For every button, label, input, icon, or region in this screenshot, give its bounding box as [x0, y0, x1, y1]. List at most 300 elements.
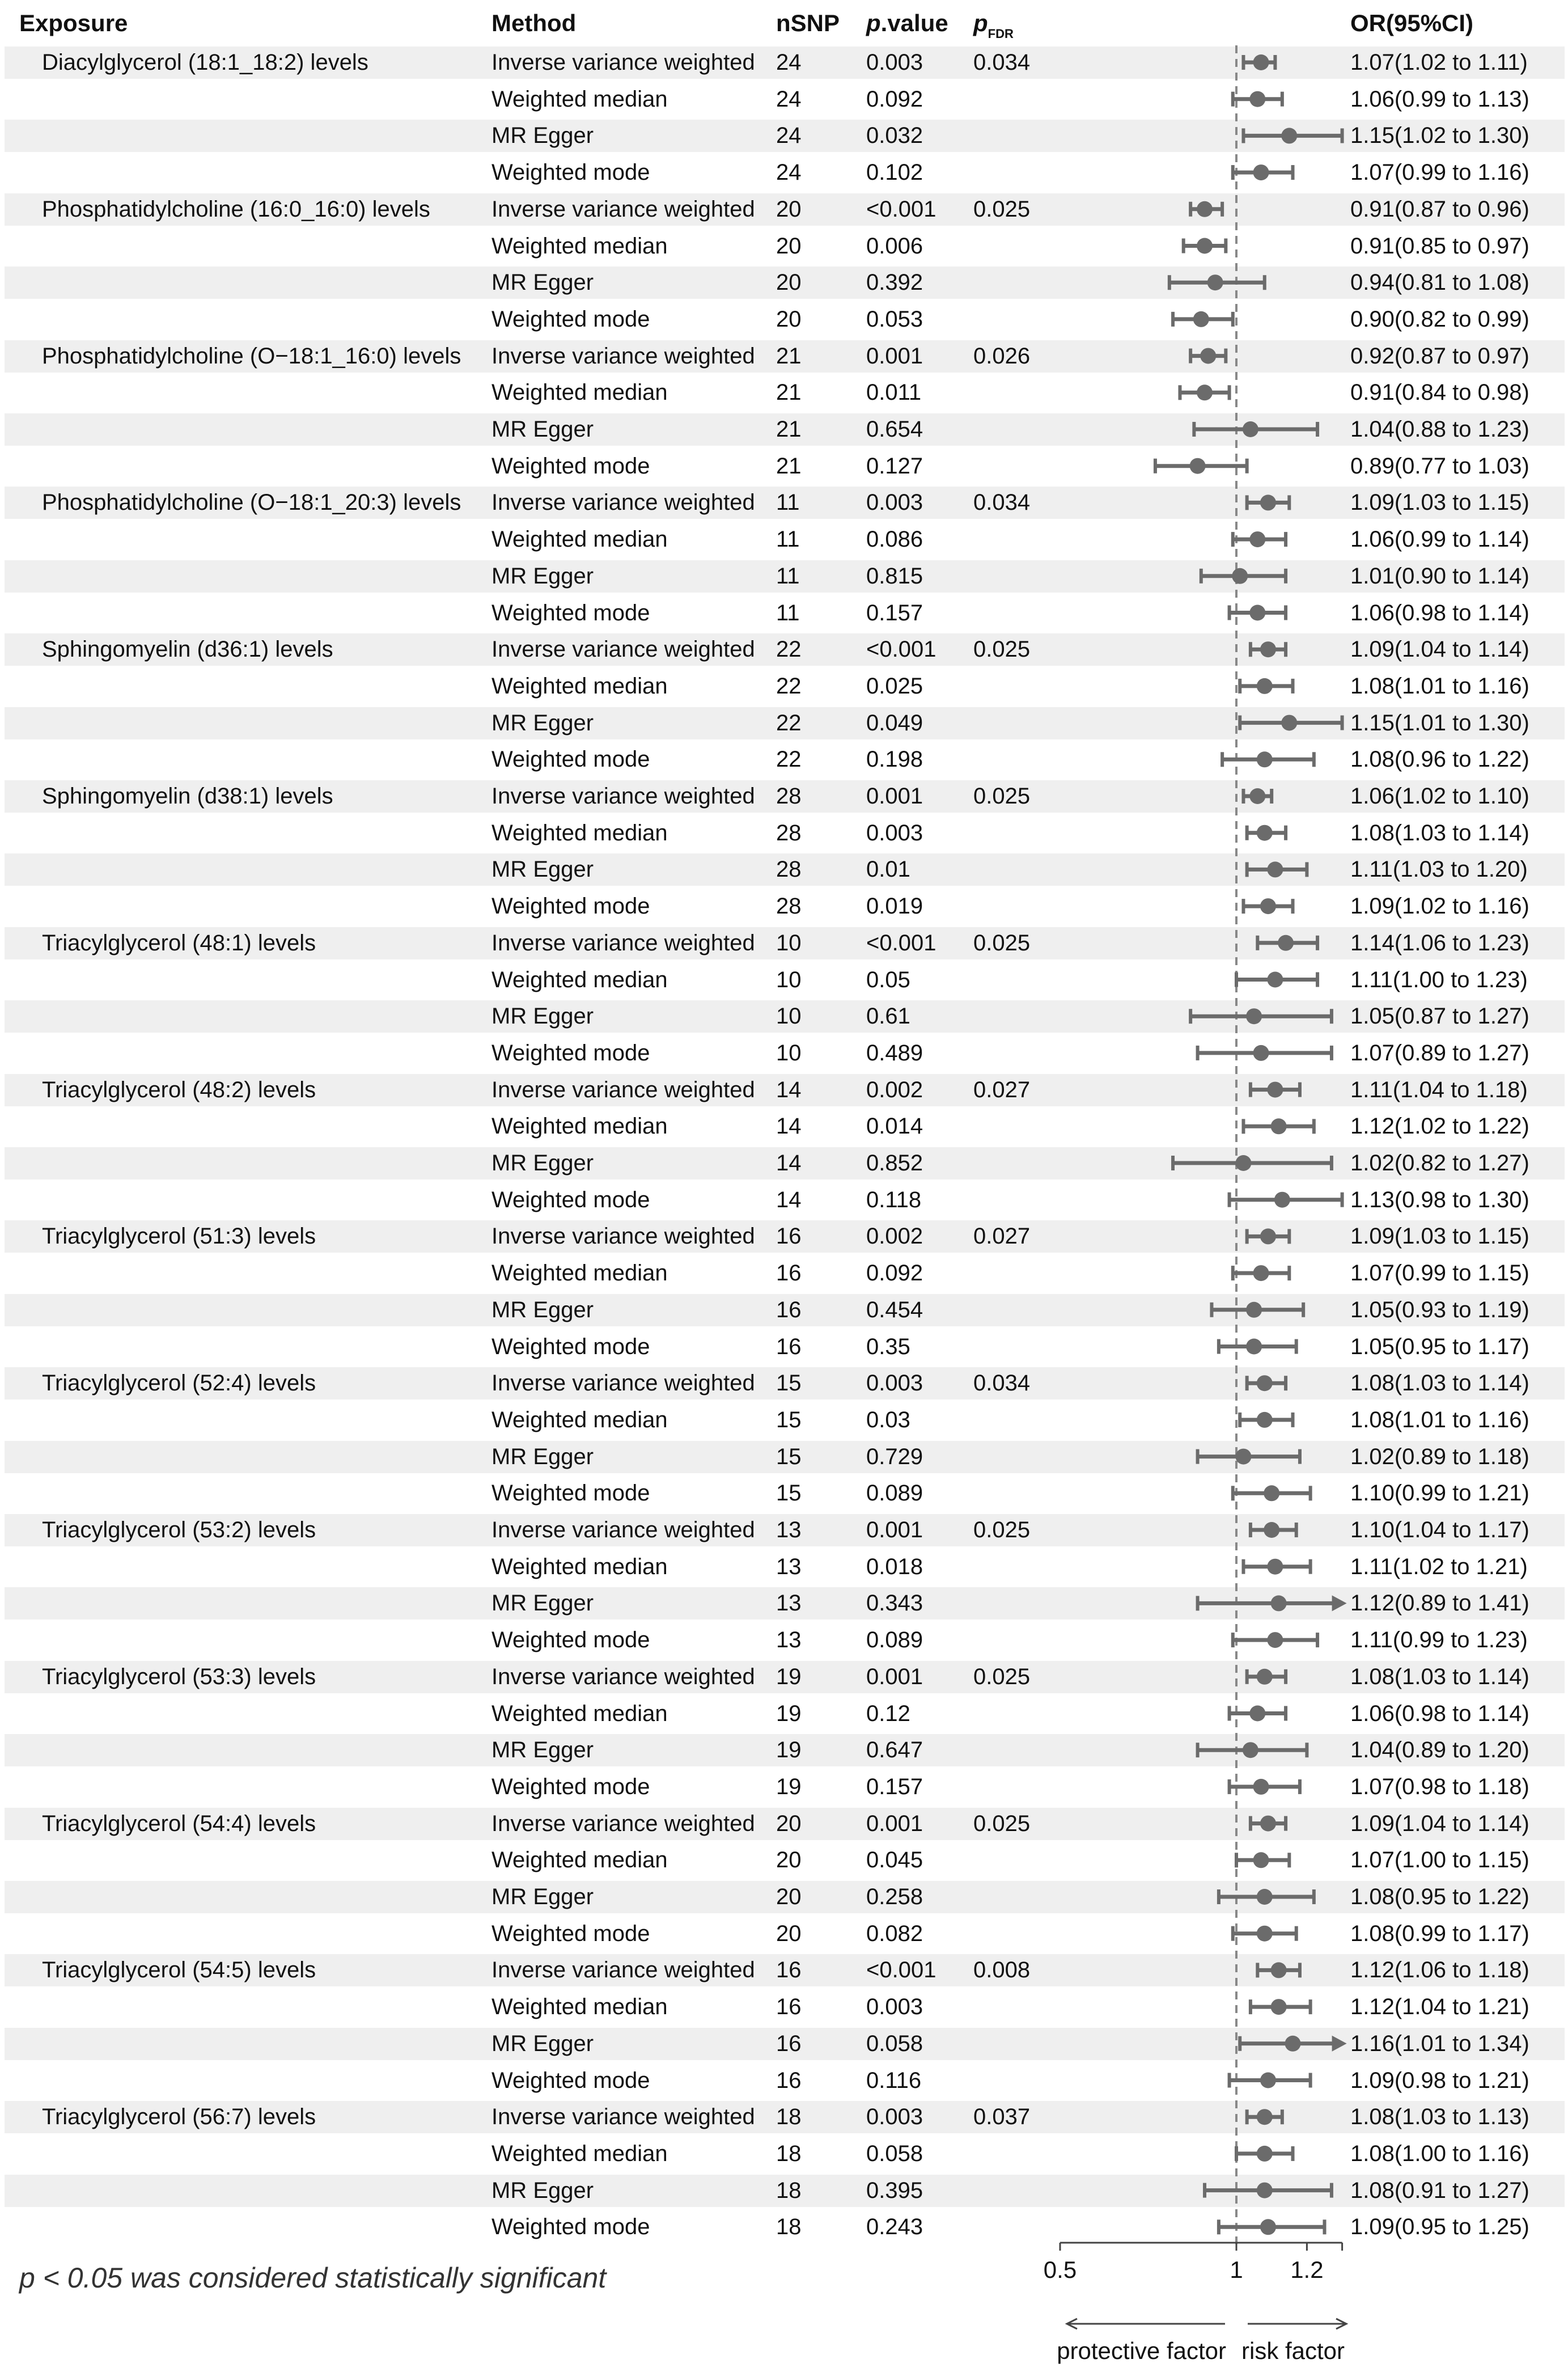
or-point [1193, 311, 1209, 327]
or-ci-label: 1.08(1.03 to 1.14) [1350, 1664, 1529, 1689]
nsnp-value: 16 [776, 1297, 802, 1322]
p-value: 0.032 [866, 123, 923, 149]
nsnp-value: 21 [776, 343, 802, 369]
or-ci-label: 0.89(0.77 to 1.03) [1350, 453, 1529, 479]
header-or: OR(95%CI) [1350, 10, 1474, 36]
or-ci-label: 1.09(1.02 to 1.16) [1350, 894, 1529, 919]
p-value: 0.198 [866, 747, 923, 772]
or-point [1246, 1008, 1262, 1024]
nsnp-value: 10 [776, 1004, 802, 1029]
method-label: Weighted mode [491, 2214, 650, 2240]
p-value: 0.729 [866, 1444, 923, 1469]
p-value: 0.343 [866, 1591, 923, 1616]
p-value: 0.001 [866, 1811, 923, 1836]
nsnp-value: 14 [776, 1114, 802, 1139]
or-ci-label: 1.01(0.90 to 1.14) [1350, 563, 1529, 589]
or-point [1257, 751, 1273, 767]
header-nsnp: nSNP [776, 10, 840, 36]
nsnp-value: 14 [776, 1151, 802, 1176]
nsnp-value: 22 [776, 710, 802, 735]
p-value: 0.003 [866, 50, 923, 75]
or-ci-label: 1.07(0.98 to 1.18) [1350, 1774, 1529, 1799]
nsnp-value: 24 [776, 123, 802, 149]
or-point [1260, 2073, 1276, 2088]
or-point [1271, 1999, 1287, 2015]
or-point [1267, 861, 1283, 877]
method-label: Inverse variance weighted [491, 1811, 755, 1836]
nsnp-value: 18 [776, 2104, 802, 2130]
pfdr-value: 0.025 [973, 196, 1031, 222]
or-point [1271, 1118, 1287, 1134]
p-value: 0.053 [866, 306, 923, 332]
nsnp-value: 21 [776, 417, 802, 442]
method-label: Weighted median [491, 1701, 668, 1726]
or-ci-label: 1.08(1.03 to 1.14) [1350, 820, 1529, 845]
or-point [1257, 1669, 1273, 1685]
nsnp-value: 24 [776, 50, 802, 75]
method-label: Inverse variance weighted [491, 196, 755, 222]
or-ci-label: 1.09(0.98 to 1.21) [1350, 2067, 1529, 2093]
or-point [1253, 1852, 1269, 1868]
or-ci-label: 1.07(0.99 to 1.16) [1350, 160, 1529, 185]
method-label: Inverse variance weighted [491, 784, 755, 809]
p-value: 0.35 [866, 1334, 910, 1359]
pfdr-value: 0.008 [973, 1957, 1031, 1983]
significance-note: p < 0.05 was considered statistically significant [19, 2262, 607, 2294]
or-point [1197, 201, 1213, 217]
pfdr-value: 0.026 [973, 343, 1031, 369]
pfdr-value: 0.025 [973, 1811, 1031, 1836]
nsnp-value: 21 [776, 453, 802, 479]
method-label: Weighted median [491, 1994, 668, 2020]
nsnp-value: 21 [776, 380, 802, 405]
or-ci-label: 1.13(0.98 to 1.30) [1350, 1187, 1529, 1212]
or-ci-label: 1.07(1.02 to 1.11) [1350, 50, 1528, 75]
pfdr-value: 0.027 [973, 1077, 1031, 1102]
or-point [1260, 2219, 1276, 2235]
or-ci-label: 1.05(0.87 to 1.27) [1350, 1004, 1529, 1029]
exposure-label: Triacylglycerol (48:2) levels [42, 1077, 316, 1102]
or-point [1232, 568, 1248, 584]
or-point [1243, 421, 1258, 437]
header-pvalue-rest: .value [880, 10, 948, 36]
nsnp-value: 22 [776, 747, 802, 772]
nsnp-value: 19 [776, 1701, 802, 1726]
p-value: <0.001 [866, 930, 936, 955]
method-label: Weighted mode [491, 1627, 650, 1653]
p-value: 0.102 [866, 160, 923, 185]
exposure-label: Phosphatidylcholine (O−18:1_20:3) levels [42, 490, 461, 515]
exposure-label: Sphingomyelin (d36:1) levels [42, 637, 333, 662]
nsnp-value: 18 [776, 2214, 802, 2240]
nsnp-value: 16 [776, 1224, 802, 1249]
or-point [1197, 384, 1213, 400]
or-point [1260, 641, 1276, 657]
nsnp-value: 13 [776, 1591, 802, 1616]
nsnp-value: 20 [776, 233, 802, 259]
nsnp-value: 15 [776, 1481, 802, 1506]
method-label: MR Egger [491, 123, 594, 149]
nsnp-value: 16 [776, 1994, 802, 2020]
or-point [1264, 1485, 1279, 1501]
method-label: Inverse variance weighted [491, 1077, 755, 1102]
p-value: 0.654 [866, 417, 923, 442]
or-point [1253, 1265, 1269, 1281]
exposure-label: Triacylglycerol (52:4) levels [42, 1371, 316, 1396]
p-value: 0.058 [866, 2031, 923, 2056]
or-point [1281, 128, 1297, 143]
nsnp-value: 10 [776, 967, 802, 992]
or-ci-label: 1.11(1.02 to 1.21) [1350, 1554, 1528, 1579]
method-label: Inverse variance weighted [491, 930, 755, 955]
p-value: 0.003 [866, 490, 923, 515]
or-point [1264, 1522, 1279, 1538]
or-ci-label: 1.10(0.99 to 1.21) [1350, 1481, 1529, 1506]
or-point [1257, 825, 1273, 841]
nsnp-value: 19 [776, 1774, 802, 1799]
nsnp-value: 20 [776, 1884, 802, 1909]
or-ci-label: 1.08(1.00 to 1.16) [1350, 2141, 1529, 2166]
method-label: MR Egger [491, 417, 594, 442]
or-point [1253, 1779, 1269, 1795]
or-point [1257, 2183, 1273, 2198]
method-label: Weighted median [491, 1554, 668, 1579]
pfdr-value: 0.037 [973, 2104, 1031, 2130]
p-value: 0.003 [866, 820, 923, 845]
p-value: 0.157 [866, 600, 923, 625]
method-label: Weighted mode [491, 1040, 650, 1066]
method-label: MR Egger [491, 2177, 594, 2203]
method-label: MR Egger [491, 710, 594, 735]
or-point [1267, 1559, 1283, 1575]
nsnp-value: 16 [776, 1957, 802, 1983]
nsnp-value: 13 [776, 1627, 802, 1653]
p-value: 0.243 [866, 2214, 923, 2240]
method-label: MR Egger [491, 1151, 594, 1176]
p-value: 0.489 [866, 1040, 923, 1066]
method-label: MR Egger [491, 270, 594, 295]
or-ci-label: 1.05(0.93 to 1.19) [1350, 1297, 1529, 1322]
or-point [1267, 1632, 1283, 1648]
p-value: 0.647 [866, 1737, 923, 1763]
method-label: MR Egger [491, 563, 594, 589]
or-ci-label: 1.08(1.01 to 1.16) [1350, 673, 1529, 699]
p-value: 0.05 [866, 967, 910, 992]
or-point [1271, 1595, 1287, 1611]
or-point [1253, 164, 1269, 180]
method-label: Weighted mode [491, 1334, 650, 1359]
exposure-label: Triacylglycerol (54:4) levels [42, 1811, 316, 1836]
or-point [1249, 788, 1265, 804]
method-label: Inverse variance weighted [491, 1224, 755, 1249]
p-value: 0.127 [866, 453, 923, 479]
p-value: 0.61 [866, 1004, 910, 1029]
or-ci-label: 1.11(1.04 to 1.18) [1350, 1077, 1528, 1102]
or-point [1249, 531, 1265, 547]
p-value: 0.116 [866, 2067, 922, 2093]
exposure-label: Triacylglycerol (51:3) levels [42, 1224, 316, 1249]
or-ci-label: 1.09(1.03 to 1.15) [1350, 1224, 1529, 1249]
p-value: 0.392 [866, 270, 923, 295]
or-ci-label: 1.06(0.99 to 1.14) [1350, 527, 1529, 552]
method-label: Weighted median [491, 380, 668, 405]
p-value: 0.001 [866, 343, 923, 369]
or-point [1257, 678, 1273, 694]
or-point [1260, 898, 1276, 914]
or-point [1278, 935, 1294, 951]
method-label: Weighted median [491, 527, 668, 552]
pfdr-value: 0.027 [973, 1224, 1031, 1249]
or-point [1274, 1192, 1290, 1208]
or-ci-label: 0.94(0.81 to 1.08) [1350, 270, 1529, 295]
or-ci-label: 1.12(0.89 to 1.41) [1350, 1591, 1529, 1616]
or-ci-label: 0.91(0.84 to 0.98) [1350, 380, 1529, 405]
nsnp-value: 11 [776, 600, 800, 625]
method-label: MR Egger [491, 1737, 594, 1763]
method-label: Inverse variance weighted [491, 50, 755, 75]
p-value: 0.12 [866, 1701, 910, 1726]
or-point [1207, 274, 1223, 290]
or-ci-label: 1.08(0.96 to 1.22) [1350, 747, 1529, 772]
or-ci-label: 1.02(0.89 to 1.18) [1350, 1444, 1529, 1469]
or-ci-label: 1.06(0.98 to 1.14) [1350, 600, 1529, 625]
pfdr-value: 0.034 [973, 490, 1031, 515]
or-ci-label: 1.09(1.03 to 1.15) [1350, 490, 1529, 515]
pfdr-value: 0.025 [973, 784, 1031, 809]
or-ci-label: 1.04(0.89 to 1.20) [1350, 1737, 1529, 1763]
nsnp-value: 20 [776, 270, 802, 295]
header-exposure: Exposure [19, 10, 128, 36]
or-ci-label: 1.06(1.02 to 1.10) [1350, 784, 1529, 809]
method-label: Weighted median [491, 1847, 668, 1873]
p-value: 0.002 [866, 1077, 923, 1102]
p-value: 0.019 [866, 894, 923, 919]
or-point [1281, 715, 1297, 731]
exposure-label: Diacylglycerol (18:1_18:2) levels [42, 50, 368, 75]
pfdr-value: 0.025 [973, 930, 1031, 955]
nsnp-value: 28 [776, 784, 802, 809]
nsnp-value: 19 [776, 1664, 802, 1689]
pfdr-value: 0.025 [973, 1517, 1031, 1542]
or-point [1235, 1155, 1251, 1171]
or-point [1249, 605, 1265, 621]
or-point [1246, 1339, 1262, 1355]
method-label: Weighted median [491, 673, 668, 699]
method-label: Weighted median [491, 2141, 668, 2166]
exposure-label: Triacylglycerol (54:5) levels [42, 1957, 316, 1983]
pfdr-value: 0.034 [973, 50, 1031, 75]
exposure-label: Triacylglycerol (53:2) levels [42, 1517, 316, 1542]
or-point [1235, 1449, 1251, 1465]
p-value: <0.001 [866, 637, 936, 662]
method-label: Weighted mode [491, 160, 650, 185]
or-point [1253, 1045, 1269, 1061]
p-value: <0.001 [866, 196, 936, 222]
method-label: Weighted mode [491, 1481, 650, 1506]
or-ci-label: 1.14(1.06 to 1.23) [1350, 930, 1529, 955]
nsnp-value: 18 [776, 2177, 802, 2203]
p-value: 0.014 [866, 1114, 923, 1139]
or-point [1246, 1302, 1262, 1318]
p-value: 0.118 [866, 1187, 922, 1212]
method-label: MR Egger [491, 1297, 594, 1322]
method-label: Weighted median [491, 233, 668, 259]
or-ci-label: 1.12(1.04 to 1.21) [1350, 1994, 1529, 2020]
header-pfdr-sub: FDR [988, 27, 1014, 41]
nsnp-value: 15 [776, 1407, 802, 1432]
p-value: 0.025 [866, 673, 923, 699]
or-ci-label: 1.09(1.04 to 1.14) [1350, 1811, 1529, 1836]
or-point [1253, 54, 1269, 70]
p-value: 0.092 [866, 1261, 923, 1286]
nsnp-value: 20 [776, 196, 802, 222]
p-value: 0.454 [866, 1297, 923, 1322]
or-ci-label: 1.15(1.01 to 1.30) [1350, 710, 1529, 735]
or-point [1257, 1889, 1273, 1905]
method-label: Inverse variance weighted [491, 343, 755, 369]
or-point [1249, 91, 1265, 107]
exposure-label: Triacylglycerol (48:1) levels [42, 930, 316, 955]
p-value: 0.002 [866, 1224, 923, 1249]
or-ci-label: 1.12(1.02 to 1.22) [1350, 1114, 1529, 1139]
or-ci-label: 1.09(1.04 to 1.14) [1350, 637, 1529, 662]
or-point [1267, 972, 1283, 988]
or-point [1257, 2109, 1273, 2125]
nsnp-value: 16 [776, 1334, 802, 1359]
p-value: 0.003 [866, 1371, 923, 1396]
p-value: 0.045 [866, 1847, 923, 1873]
nsnp-value: 20 [776, 306, 802, 332]
p-value: 0.815 [866, 563, 923, 589]
p-value: 0.001 [866, 1664, 923, 1689]
nsnp-value: 20 [776, 1847, 802, 1873]
nsnp-value: 28 [776, 857, 802, 882]
nsnp-value: 24 [776, 86, 802, 112]
ci-arrow-high [1332, 1595, 1347, 1611]
or-ci-label: 1.06(0.98 to 1.14) [1350, 1701, 1529, 1726]
nsnp-value: 14 [776, 1187, 802, 1212]
method-label: MR Egger [491, 1591, 594, 1616]
nsnp-value: 16 [776, 2031, 802, 2056]
nsnp-value: 16 [776, 1261, 802, 1286]
header-pvalue-italic: p [866, 10, 881, 36]
method-label: Inverse variance weighted [491, 1371, 755, 1396]
method-label: Weighted median [491, 1114, 668, 1139]
method-label: MR Egger [491, 857, 594, 882]
method-label: Weighted mode [491, 453, 650, 479]
or-point [1267, 1082, 1283, 1098]
or-point [1257, 1375, 1273, 1391]
header-pfdr-main: p [973, 10, 988, 36]
method-label: MR Egger [491, 1444, 594, 1469]
or-ci-label: 1.08(1.01 to 1.16) [1350, 1407, 1529, 1432]
or-ci-label: 1.08(0.91 to 1.27) [1350, 2177, 1529, 2203]
nsnp-value: 28 [776, 894, 802, 919]
or-point [1260, 1816, 1276, 1832]
method-label: Inverse variance weighted [491, 637, 755, 662]
exposure-label: Triacylglycerol (53:3) levels [42, 1664, 316, 1689]
or-ci-label: 1.10(1.04 to 1.17) [1350, 1517, 1529, 1542]
p-value: 0.089 [866, 1627, 923, 1653]
nsnp-value: 15 [776, 1371, 802, 1396]
nsnp-value: 22 [776, 637, 802, 662]
method-label: MR Egger [491, 1884, 594, 1909]
method-label: Weighted median [491, 967, 668, 992]
p-value: 0.01 [866, 857, 910, 882]
or-ci-label: 1.06(0.99 to 1.13) [1350, 86, 1529, 112]
method-label: Weighted mode [491, 1774, 650, 1799]
p-value: 0.003 [866, 1994, 923, 2020]
or-ci-label: 1.09(0.95 to 1.25) [1350, 2214, 1529, 2240]
or-point [1197, 238, 1213, 254]
exposure-label: Triacylglycerol (56:7) levels [42, 2104, 316, 2130]
exposure-label: Sphingomyelin (d38:1) levels [42, 784, 333, 809]
nsnp-value: 19 [776, 1737, 802, 1763]
method-label: Weighted mode [491, 306, 650, 332]
method-label: Weighted mode [491, 2067, 650, 2093]
or-point [1200, 348, 1216, 364]
nsnp-value: 15 [776, 1444, 802, 1469]
p-value: 0.086 [866, 527, 923, 552]
p-value: <0.001 [866, 1957, 936, 1983]
or-point [1285, 2036, 1301, 2052]
p-value: 0.049 [866, 710, 923, 735]
p-value: 0.03 [866, 1407, 910, 1432]
method-label: Weighted median [491, 1261, 668, 1286]
p-value: 0.001 [866, 1517, 923, 1542]
method-label: Inverse variance weighted [491, 1517, 755, 1542]
or-ci-label: 1.07(0.99 to 1.15) [1350, 1261, 1529, 1286]
header-method: Method [491, 10, 577, 36]
or-ci-label: 1.12(1.06 to 1.18) [1350, 1957, 1529, 1983]
ci-arrow-high [1332, 2036, 1347, 2052]
or-ci-label: 0.91(0.87 to 0.96) [1350, 196, 1529, 222]
p-value: 0.006 [866, 233, 923, 259]
method-label: Weighted mode [491, 747, 650, 772]
p-value: 0.003 [866, 2104, 923, 2130]
method-label: Weighted median [491, 820, 668, 845]
nsnp-value: 13 [776, 1517, 802, 1542]
exposure-label: Phosphatidylcholine (O−18:1_16:0) levels [42, 343, 461, 369]
protective-factor-label: protective factor [1057, 2337, 1226, 2364]
p-value: 0.157 [866, 1774, 923, 1799]
nsnp-value: 24 [776, 160, 802, 185]
method-label: Weighted mode [491, 600, 650, 625]
or-ci-label: 1.16(1.01 to 1.34) [1350, 2031, 1529, 2056]
or-ci-label: 1.08(0.95 to 1.22) [1350, 1884, 1529, 1909]
or-ci-label: 1.08(1.03 to 1.13) [1350, 2104, 1529, 2130]
or-point [1257, 2146, 1273, 2162]
nsnp-value: 14 [776, 1077, 802, 1102]
nsnp-value: 22 [776, 673, 802, 699]
or-point [1260, 494, 1276, 510]
or-point [1190, 458, 1206, 474]
or-ci-label: 0.90(0.82 to 0.99) [1350, 306, 1529, 332]
method-label: MR Egger [491, 1004, 594, 1029]
or-ci-label: 1.11(1.03 to 1.20) [1350, 857, 1528, 882]
or-ci-label: 1.11(1.00 to 1.23) [1350, 967, 1528, 992]
pfdr-value: 0.025 [973, 1664, 1031, 1689]
pfdr-value: 0.025 [973, 637, 1031, 662]
or-point [1257, 1926, 1273, 1942]
or-ci-label: 1.15(1.02 to 1.30) [1350, 123, 1529, 149]
x-tick-label: 1.2 [1290, 2256, 1324, 2283]
p-value: 0.258 [866, 1884, 923, 1909]
or-ci-label: 1.11(0.99 to 1.23) [1350, 1627, 1528, 1653]
pfdr-value: 0.034 [973, 1371, 1031, 1396]
or-point [1271, 1962, 1287, 1978]
nsnp-value: 16 [776, 2067, 802, 2093]
